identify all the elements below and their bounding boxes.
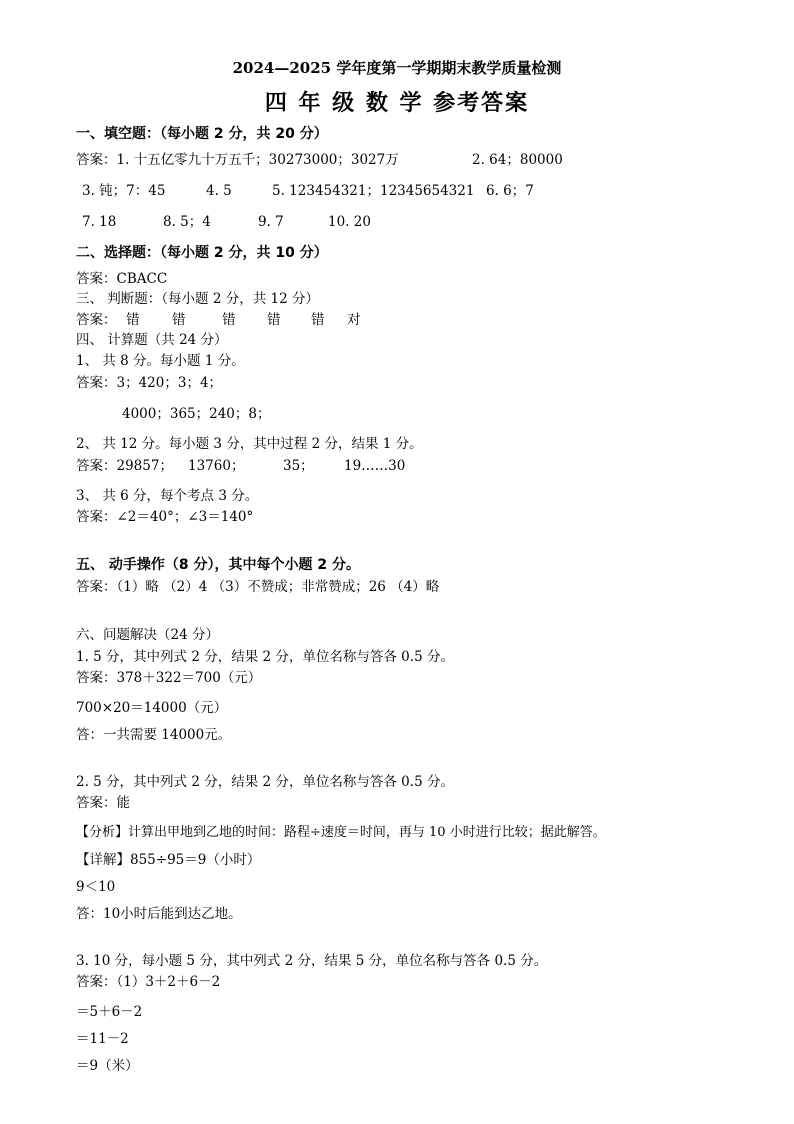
s1-row3-c: 9. 7 xyxy=(258,214,284,230)
s6-q2-compare: 9＜10 xyxy=(76,879,116,895)
s6-q3-line1: 答案：（1）3＋2＋6－2 xyxy=(76,974,221,990)
s6-q2-rule: 2. 5 分，其中列式 2 分，结果 2 分，单位名称与答各 0.5 分。 xyxy=(76,774,454,790)
s4-answer2-c: 35； xyxy=(283,458,314,474)
s6-q3-line4: ＝9（米） xyxy=(76,1058,139,1074)
s1-row2-b: 4. 5 xyxy=(206,183,232,199)
s1-row3-b: 8. 5；4 xyxy=(163,214,211,230)
s3-mark-4: 错 xyxy=(267,312,281,328)
s3-mark-6: 对 xyxy=(347,312,361,328)
s6-q3-line3: ＝11－2 xyxy=(76,1031,129,1047)
section-3-heading: 三、 判断题：（每小题 2 分，共 12 分） xyxy=(76,291,319,307)
s4-part3: 3、 共 6 分，每个考点 3 分。 xyxy=(76,488,259,504)
s5-answer: 答案：（1）略 （2）4 （3）不赞成；非常赞成；26 （4）略 xyxy=(76,579,440,595)
s1-row3-a: 7. 18 xyxy=(82,214,117,230)
s4-answer2-b: 13760； xyxy=(188,458,245,474)
s1-row1-a: 答案：1. 十五亿零九十万五千；30273000；3027万 xyxy=(76,152,399,168)
section-6-heading: 六、问题解决（24 分） xyxy=(76,627,219,643)
s6-q1-rule: 1. 5 分，其中列式 2 分，结果 2 分，单位名称与答各 0.5 分。 xyxy=(76,649,454,665)
s4-part2: 2、 共 12 分。每小题 3 分，其中过程 2 分，结果 1 分。 xyxy=(76,436,423,452)
s3-mark-5: 错 xyxy=(311,312,325,328)
s6-q2-analysis: 【分析】计算出甲地到乙地的时间：路程÷速度＝时间，再与 10 小时进行比较；据此解答。 xyxy=(76,825,606,840)
section-5-heading: 五、 动手操作（8 分），其中每个小题 2 分。 xyxy=(76,557,360,573)
section-2-heading: 二、选择题：（每小题 2 分，共 10 分） xyxy=(76,245,328,261)
s4-answer2-a: 答案：29857； xyxy=(76,458,173,474)
s4-part1: 1、 共 8 分。每小题 1 分。 xyxy=(76,353,245,369)
s6-q2-detail: 【详解】855÷95＝9（小时） xyxy=(76,852,261,868)
s6-q2-line1: 答案：能 xyxy=(76,795,130,811)
s1-row2-c: 5. 123454321；12345654321 xyxy=(272,183,475,199)
s3-mark-2: 错 xyxy=(172,312,186,328)
s6-q1-line1: 答案：378＋322＝700（元） xyxy=(76,670,262,686)
s6-q1-line3: 答：一共需要 14000元。 xyxy=(76,727,232,743)
s3-mark-1: 错 xyxy=(126,312,140,328)
s3-answer-label: 答案： xyxy=(76,312,117,328)
s3-mark-3: 错 xyxy=(222,312,236,328)
s4-answer3: 答案：∠2＝40°；∠3＝140° xyxy=(76,509,254,525)
s1-row2-a: 3. 钝；7：45 xyxy=(82,183,166,199)
s4-answer2-d: 19……30 xyxy=(344,458,406,474)
s6-q2-conclusion: 答：10小时后能到达乙地。 xyxy=(76,906,242,922)
exam-title: 2024—2025 学年度第一学期期末教学质量检测 xyxy=(232,59,562,77)
s4-answer1: 答案：3；420；3；4； xyxy=(76,375,223,391)
s6-q3-rule: 3. 10 分，每小题 5 分，其中列式 2 分，结果 5 分，单位名称与答各 0.5 分。 xyxy=(76,953,548,969)
s2-answer: 答案：CBACC xyxy=(76,271,168,287)
answer-key-title: 四 年 级 数 学 参考答案 xyxy=(264,91,530,116)
s6-q1-line2: 700×20＝14000（元） xyxy=(76,700,228,716)
section-4-heading: 四、 计算题（共 24 分） xyxy=(76,332,228,348)
s1-row2-d: 6. 6；7 xyxy=(486,183,534,199)
s1-row1-b: 2. 64；80000 xyxy=(472,152,563,168)
s1-row3-d: 10. 20 xyxy=(328,214,371,230)
section-1-heading: 一、填空题：（每小题 2 分，共 20 分） xyxy=(76,126,328,142)
s6-q3-line2: ＝5＋6－2 xyxy=(76,1004,143,1020)
s4-answer1b: 4000；365；240；8； xyxy=(122,406,271,422)
